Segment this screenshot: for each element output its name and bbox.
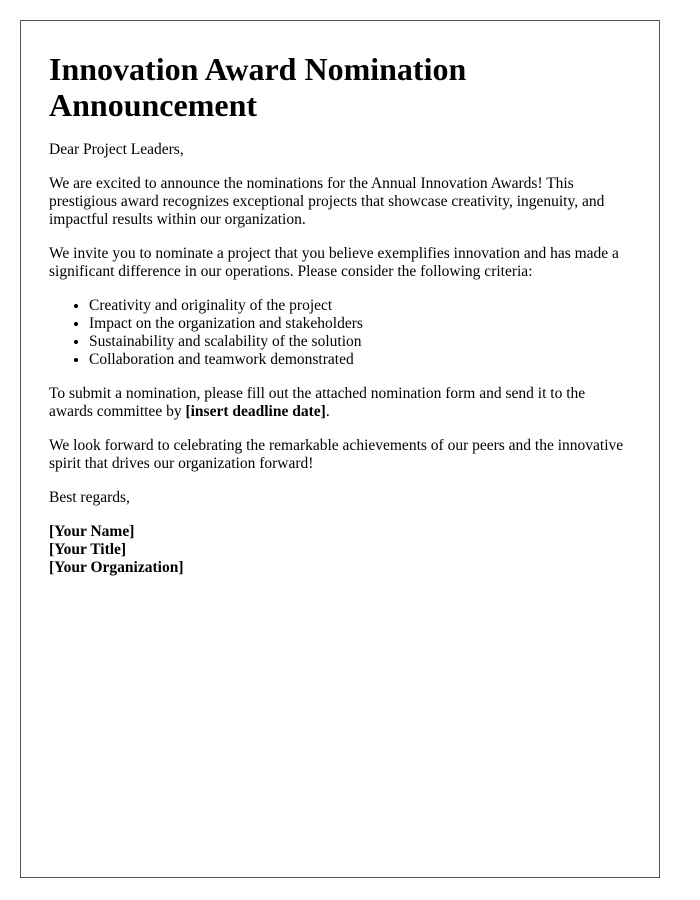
signature-name: [Your Name] [49, 523, 135, 540]
invite-paragraph: We invite you to nominate a project that you believe exemplifies innovation and has made a significant difference in our operations. Please consider the following criteria: [49, 245, 619, 280]
signature-organization: [Your Organization] [49, 559, 184, 576]
letter-page [20, 20, 660, 878]
intro-paragraph: We are excited to announce the nominations for the Annual Innovation Awards! This prestigious award recognizes exceptional projects that showcase creativity, ingenuity, and impactful results within our organization. [49, 175, 605, 228]
signature-title: [Your Title] [49, 541, 127, 558]
submit-text: To submit a nomination, please fill out the attached nomination form and send it to the awards committee by [49, 385, 586, 420]
signoff: Best regards, [49, 489, 130, 506]
submit-paragraph [49, 385, 631, 421]
closing-paragraph: We look forward to celebrating the remarkable achievements of our peers and the innovative spirit that drives our organization forward! [49, 437, 624, 472]
criteria-item: • Collaboration and teamwork demonstrated [89, 351, 631, 369]
criteria-item: • Sustainability and scalability of the solution [89, 333, 631, 351]
greeting: Dear Project Leaders, [49, 141, 184, 158]
criteria-item: • Impact on the organization and stakeholders [89, 315, 631, 333]
submit-period: . [325, 403, 330, 420]
deadline-placeholder: [insert deadline date] [185, 403, 326, 420]
criteria-item: • Creativity and originality of the project [89, 297, 631, 315]
criteria-list [49, 297, 631, 369]
letter-title: Innovation Award Nomination Announcement [49, 51, 467, 123]
signature-block [49, 523, 631, 577]
